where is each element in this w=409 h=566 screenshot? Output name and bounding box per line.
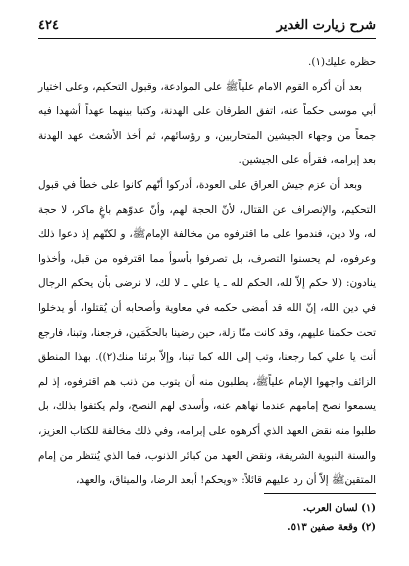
header-divider (38, 38, 376, 39)
page-number: ٤٢٤ (38, 17, 59, 33)
main-text (38, 50, 376, 493)
paragraph: حظره عليك(١). (308, 56, 376, 68)
footnote: (١) لسان العرب. (302, 503, 376, 514)
paragraph: وبعد أن عزم جيش العراق على العودة، أدركوا أنّهم كانوا على خطأ في قبول التحكيم، والإنصراف عن القتال، لأنّ الحجة لهم، وأنّ عدوّهم باغٍ ماكر، لا حجة له، ولا دين، فندموا على ما اقترفوه من مخالفة الإمامﷺ، و لكنّهم إذ دعوا ذلك وعرفوه، لم يحسنوا التصرف، بل تصرفوا بأسوأ مما اقترفوه من قبل، وأخذوا ينادون: (لا حكم إلاّ لله، الحكم لله ـ يا علي ـ لا لك، لا نرضى بأن يحكم الرجال في دين الله، إنّ الله قد أمضى حكمه في معاوية وأصحابه أن يُقتلوا، أو يدخلوا تحت حكمنا عليهم، وقد كانت منّا زلة، حين رضينا بالحكَمَين، فرجعنا، وتبنا، فارجع أنت يا علي كما رجعنا، وتب إلى الله كما تبنا، وإلاّ برئنا منك(٢)). بهذا المنطق الزائف واجهوا الإمام علياًﷺ، يطلبون منه أن يتوب من ذنب هم اقترفوه، إذ لم يسمعوا نصح إمامهم عندما نهاهم عنه، وأسدى لهم النصح، ولم يكتفوا بذلك، بل طلبوا منه نقض العهد الذي أكرهوه على إبرامه، وفي ذلك مخالفة للكتاب العزيز، والسنة النبوية الشريفة، ونقض العهد من كبائر الذنوب، فما الذي يُنتظر من إمام المتقينﷺ إلاّ أن رد عليهم قائلاً: «ويحكم! أبعد الرضا، والميثاق، والعهد، (38, 178, 376, 487)
page-header (38, 14, 376, 36)
footnote-divider (264, 493, 376, 494)
footnote: (٢) وقعة صفين ٥١٣. (287, 522, 376, 533)
running-title: شرح زيارت الغدير (276, 17, 376, 33)
footnotes (38, 499, 376, 537)
paragraph: بعد أن أكره القوم الامام علياًﷺ على الموادعة، وقبول التحكيم، وعلى اختيار أبي موسى حكماً عنه، اتفق الطرفان على الهدنة، وكتبا بينهما عهداً أشهدا فيه جمعاً من وجهاء الجيشين المتحاربين، و رؤسائهم، ثم أخذ الأشعث عهد الهدنة بعد إبرامه، فقرأه على الجيشين. (38, 80, 376, 167)
